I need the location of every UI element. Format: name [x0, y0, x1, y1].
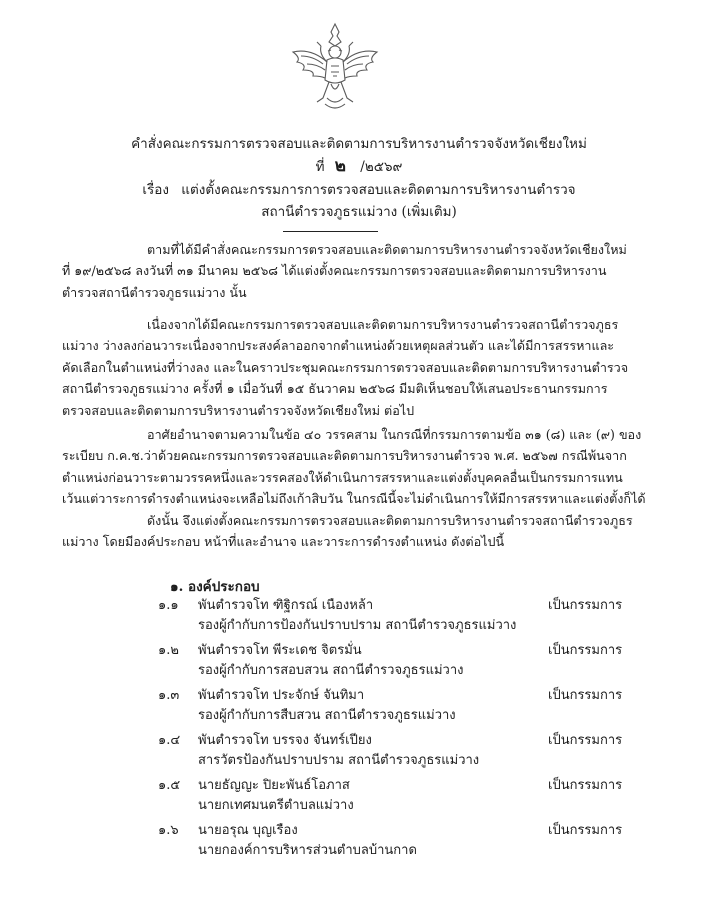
order-title: คำสั่งคณะกรรมการตรวจสอบและติดตามการบริหารงานตำรวจจังหวัดเชียงใหม่ [131, 136, 587, 152]
paragraph-line: อาศัยอำนาจตามความในข้อ ๔๐ วรรคสาม ในกรณีที่กรรมการตามข้อ ๓๑ (๘) และ (๙) ของ [147, 427, 642, 442]
member-name: พันตำรวจโท บรรจง จันทร์เปียง [198, 733, 372, 748]
member-role: เป็นกรรมการ [548, 733, 623, 748]
member-name: พันตำรวจโท พีระเดช จิตรมั่น [198, 643, 362, 658]
member-number: ๑.๕ [158, 778, 181, 793]
paragraph-1 [62, 239, 662, 303]
member-position: นายกองค์การบริหารส่วนตำบลบ้านกาด [198, 843, 417, 858]
paragraph-line: เนื่องจากได้มีคณะกรรมการตรวจสอบและติดตามการบริหารงานตำรวจสถานีตำรวจภูธร [147, 317, 619, 332]
paragraph-line: ระเบียบ ก.ค.ช.ว่าด้วยคณะกรรมการตรวจสอบและติดตามการบริหารงานตำรวจ พ.ศ. ๒๕๖๗ กรณีพ้นจาก [62, 448, 627, 464]
member-name: พันตำรวจโท ฑิฐิกรณ์ เนืองหล้า [198, 598, 374, 613]
paragraph-line: ตรวจสอบและติดตามการบริหารงานตำรวจจังหวัดเชียงใหม่ ต่อไป [62, 402, 415, 418]
order-prefix: ที่ [315, 159, 325, 175]
paragraph-line: คัดเลือกในตำแหน่งที่ว่างลง และในคราวประชุมคณะกรรมการตรวจสอบและติดตามการบริหารงานตำรวจ [62, 359, 629, 375]
paragraph-line: แม่วาง โดยมีองค์ประกอบ หน้าที่และอำนาจ และวาระการดำรงตำแหน่ง ดังต่อไปนี้ [62, 534, 505, 550]
member-position: รองผู้กำกับการป้องกันปราบปราม สถานีตำรวจภูธรแม่วาง [198, 618, 517, 633]
paragraph-line: ที่ ๑๙/๒๕๖๘ ลงวันที่ ๓๑ มีนาคม ๒๕๖๘ ได้แต่งตั้งคณะกรรมการตรวจสอบและติดตามการบริหารงาน [62, 263, 607, 279]
garuda-emblem-icon [287, 18, 383, 114]
member-role: เป็นกรรมการ [548, 823, 623, 838]
paragraph-line: ดังนั้น จึงแต่งตั้งคณะกรรมการตรวจสอบและติดตามการบริหารงานตำรวจสถานีตำรวจภูธร [147, 513, 633, 528]
member-role: เป็นกรรมการ [548, 643, 623, 658]
header-divider [283, 231, 378, 232]
member-role: เป็นกรรมการ [548, 688, 623, 703]
paragraph-4 [62, 510, 662, 553]
member-number: ๑.๒ [158, 643, 179, 658]
member-role: เป็นกรรมการ [548, 598, 623, 613]
member-name: นายธัญญะ ปิยะพันธ์โอภาส [198, 778, 350, 793]
subject-label: เรื่อง [142, 182, 169, 198]
member-role: เป็นกรรมการ [548, 778, 623, 793]
member-position: นายกเทศมนตรีตำบลแม่วาง [198, 798, 354, 813]
subject-text: แต่งตั้งคณะกรรมการการตรวจสอบและติดตามการบริหารงานตำรวจ [181, 182, 576, 198]
member-name: พันตำรวจโท ประจักษ์ จันทิมา [198, 688, 365, 703]
paragraph-line: สถานีตำรวจภูธรแม่วาง ครั้งที่ ๑ เมื่อวันที่ ๑๕ ธันวาคม ๒๕๖๘ มีมติเห็นชอบให้เสนอประธานกรรมการ [62, 381, 608, 397]
composition-heading: ๑. องค์ประกอบ [170, 579, 260, 595]
member-position: สารวัตรป้องกันปราบปราม สถานีตำรวจภูธรแม่วาง [198, 753, 480, 768]
subject-line-1 [0, 181, 718, 199]
order-number: ๒ [334, 156, 346, 176]
paragraph-line: ตำรวจสถานีตำรวจภูธรแม่วาง นั้น [62, 284, 247, 300]
member-number: ๑.๓ [158, 688, 180, 703]
paragraph-line: ตามที่ได้มีคำสั่งคณะกรรมการตรวจสอบและติดตามการบริหารงานตำรวจจังหวัดเชียงใหม่ [147, 242, 627, 257]
member-position: รองผู้กำกับการสอบสวน สถานีตำรวจภูธรแม่วาง [198, 663, 464, 678]
member-number: ๑.๑ [158, 598, 179, 613]
member-number: ๑.๖ [158, 823, 179, 838]
order-year: /๒๕๖๙ [360, 159, 403, 175]
paragraph-2 [62, 314, 662, 421]
member-number: ๑.๔ [158, 733, 181, 748]
member-name: นายอรุณ บุญเรือง [198, 823, 298, 838]
paragraph-line: แม่วาง ว่างลงก่อนวาระเนื่องจากประสงค์ลาออกจากตำแหน่งด้วยเหตุผลส่วนตัว และได้มีการสรรหาและ [62, 338, 615, 354]
paragraph-line: ตำแหน่งก่อนวาระตามวรรคหนึ่งและวรรคสองให้ดำเนินการสรรหาและแต่งตั้งบุคคลอื่นเป็นกรรมการแทน [62, 469, 623, 485]
subject-line-2: สถานีตำรวจภูธรแม่วาง (เพิ่มเติม) [261, 204, 457, 220]
paragraph-line: เว้นแต่วาระการดำรงตำแหน่งจะเหลือไม่ถึงเก้าสิบวัน ในกรณีนี้จะไม่ดำเนินการให้มีการสรรหาและแต่งตั้งก็ได้ [62, 491, 646, 507]
paragraph-3 [62, 424, 662, 510]
order-number-line [0, 157, 718, 176]
member-position: รองผู้กำกับการสืบสวน สถานีตำรวจภูธรแม่วาง [198, 708, 456, 723]
